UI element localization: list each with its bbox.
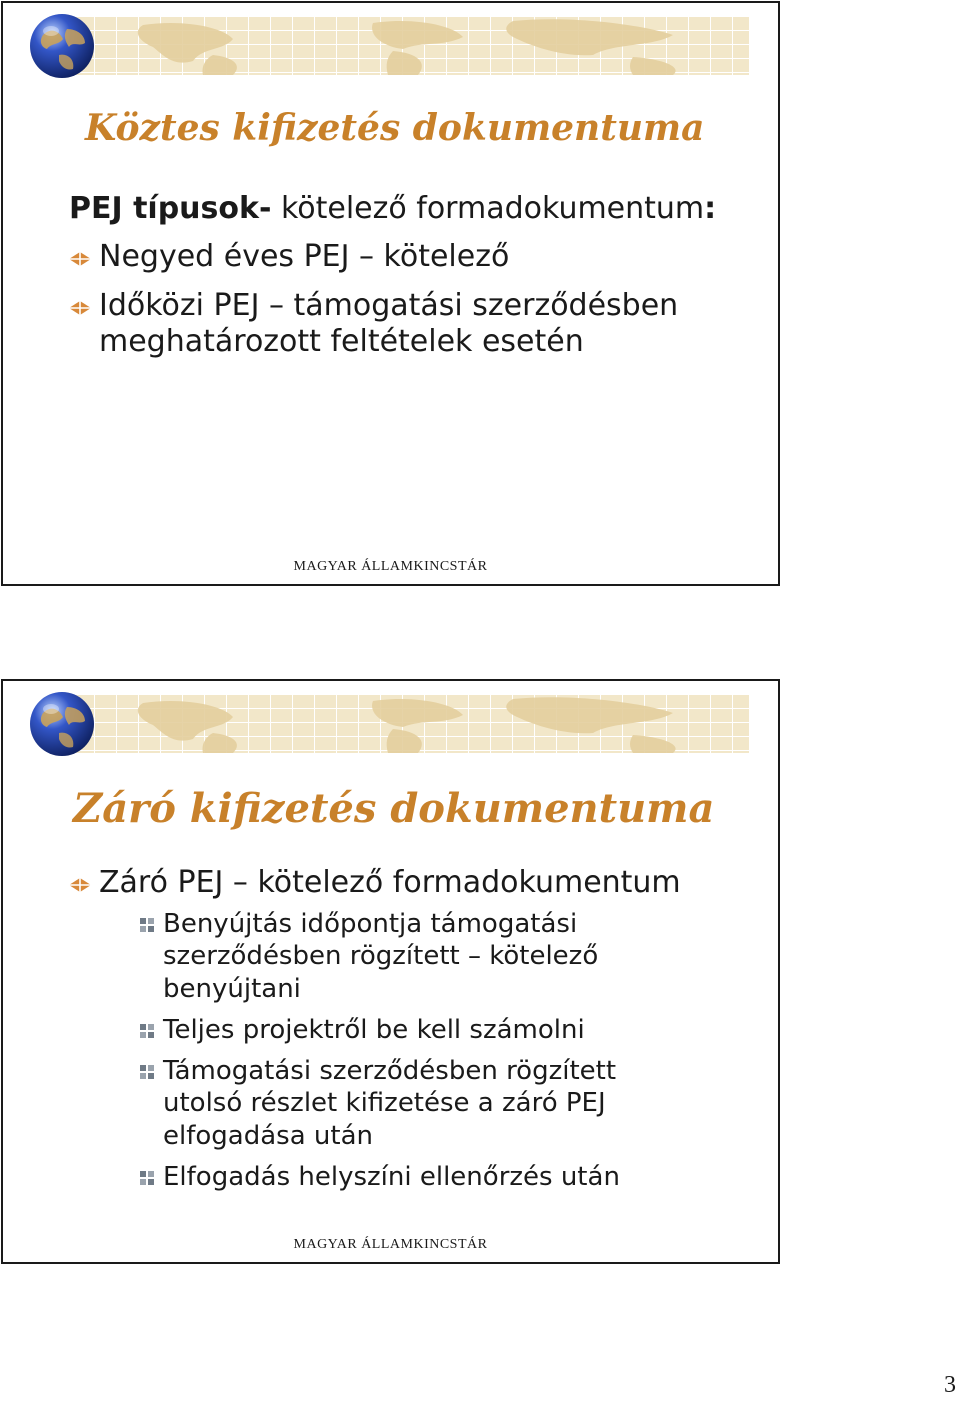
- list-item: [99, 1014, 703, 1047]
- globe-icon: [29, 13, 95, 79]
- list-item: [99, 1161, 703, 1194]
- bullet-list: [69, 239, 749, 373]
- slide-title: Köztes kifizetés dokumentuma: [85, 107, 705, 149]
- slide-title: Záró kifizetés dokumentuma: [73, 785, 715, 832]
- subheading-bold: PEJ típusok-: [69, 191, 272, 226]
- square-bullet-icon: [140, 1024, 154, 1038]
- sub-bullet-text: Elfogadás helyszíni ellenőrzés után: [163, 1161, 620, 1192]
- sub-bullet-text: Benyújtás időpontja támogatási szerződésben rögzített – kötelező benyújtani: [163, 908, 599, 1005]
- square-bullet-icon: [140, 918, 154, 932]
- subheading-colon: :: [704, 191, 717, 226]
- square-bullet-icon: [140, 1171, 154, 1185]
- slide-footer: MAGYAR ÁLLAMKINCSTÁR: [293, 1237, 488, 1252]
- list-item: [69, 239, 749, 276]
- list-item: [69, 288, 749, 361]
- slide-2: [1, 679, 780, 1264]
- list-item: [99, 908, 703, 1006]
- sub-bullet-list: [99, 908, 749, 1194]
- bullet-text: Időközi PEJ – támogatási szerződésben meghatározott feltételek esetén: [99, 287, 679, 360]
- sub-bullet-text: Támogatási szerződésben rögzített utolsó részlet kifizetése a záró PEJ elfogadása után: [163, 1055, 617, 1152]
- bullet-text: Negyed éves PEJ – kötelező: [99, 239, 510, 274]
- square-bullet-icon: [140, 1065, 154, 1079]
- world-map-banner: [73, 695, 749, 753]
- world-map-banner: [73, 17, 749, 75]
- page-number: 3: [944, 1372, 956, 1398]
- diamond-bullet-icon: [69, 301, 91, 315]
- diamond-bullet-icon: [69, 878, 91, 892]
- list-item: [69, 865, 749, 1194]
- slide-footer: MAGYAR ÁLLAMKINCSTÁR: [293, 559, 488, 574]
- globe-icon: [29, 691, 95, 757]
- subheading-text: kötelező formadokumentum: [271, 191, 705, 226]
- diamond-bullet-icon: [69, 252, 91, 266]
- slide-1: [1, 1, 780, 586]
- bullet-list: [69, 865, 749, 1206]
- bullet-text: Záró PEJ – kötelező formadokumentum: [99, 865, 681, 900]
- list-item: [99, 1055, 703, 1153]
- sub-bullet-text: Teljes projektről be kell számolni: [163, 1014, 585, 1045]
- subheading: [69, 191, 716, 226]
